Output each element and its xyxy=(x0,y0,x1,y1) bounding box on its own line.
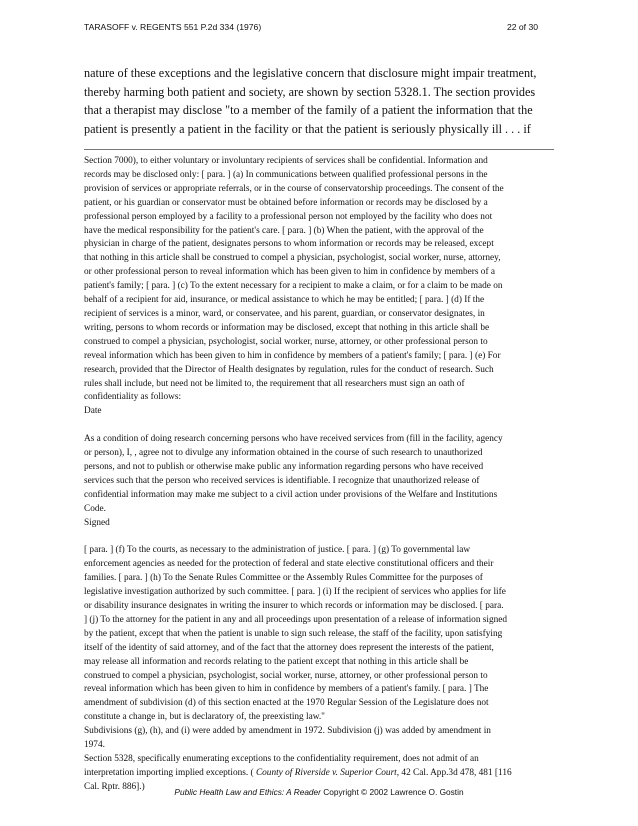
footnote-line: or person), I, , agree not to divulge any information obtained in the course of such research to unauthorized xyxy=(84,448,483,459)
text-line: nature of these exceptions and the legislative concern that disclosure might impair treatment, xyxy=(84,66,537,80)
copyright: Copyright © 2002 Lawrence O. Gostin xyxy=(320,787,464,797)
footnote-line: confidentiality as follows: xyxy=(84,392,182,403)
footnote-line: that nothing in this article shall be construed to compel a physician, psychologist, social worker, nurse, attorney, xyxy=(84,253,501,264)
text-line: patient is presently a patient in the facility or that the patient is seriously physically ill . . . if xyxy=(84,121,531,136)
footnote-line: ] (j) To the attorney for the patient in any and all proceedings upon presentation of a release of information signed xyxy=(84,614,508,625)
footnote-line: itself of the identity of said attorney, and of the fact that the attorney does represent the interests of the patient, xyxy=(84,642,494,653)
footnote-line: research, provided that the Director of Health designates by regulation, rules for the conduct of research. Such xyxy=(84,364,494,375)
footnote-line: enforcement agencies as needed for the protection of federal and state elective constitutional officers and their xyxy=(84,559,494,570)
footnote-line: As a condition of doing research concerning persons who have received services from (fill in the facility, agency xyxy=(84,434,503,445)
footnote-line: families. [ para. ] (h) To the Senate Rules Committee or the Assembly Rules Committee for the purposes of xyxy=(84,573,483,584)
footnote-block-2 xyxy=(84,433,554,530)
footnote-line: legislative investigation authorized by such committee. [ para. ] (i) If the recipient of services who applies for life xyxy=(84,587,506,598)
footnote-block-1 xyxy=(84,155,554,419)
footnote-line: Date xyxy=(84,406,102,417)
footnote-line: [ para. ] (f) To the courts, as necessary to the administration of justice. [ para. ] (g) To governmental law xyxy=(84,545,471,556)
footnote-line: or other professional person to reveal information which has been given to him in confidence by members of a xyxy=(84,267,496,278)
footnote-line: Section 7000), to either voluntary or involuntary recipients of services shall be confidential. Information and xyxy=(84,156,488,166)
footnote-line: provision of services or appropriate referrals, or in the course of conservatorship proceedings. The consent of the xyxy=(84,183,504,194)
footnote-line: amendment of subdivision (d) of this section enacted at the 1970 Regular Session of the Legislature does not xyxy=(84,698,489,709)
footnote-line: patient, or his guardian or conservator must be obtained before information or records may be disclosed by a xyxy=(84,197,488,208)
footnote-line: Section 5328, specifically enumerating exceptions to the confidentiality requirement, does not admit of an xyxy=(84,753,479,764)
footnote-line: records may be disclosed only: [ para. ] (a) In communications between qualified professional persons in the xyxy=(84,169,488,180)
footnote-line: Signed xyxy=(84,517,110,528)
text-line: thereby harming both patient and society, are shown by section 5328.1. The section provides xyxy=(84,84,536,99)
main-text xyxy=(84,64,559,138)
footnote-text xyxy=(84,155,554,795)
case-title: TARASOFF v. REGENTS 551 P.2d 334 (1976) xyxy=(84,22,262,32)
citation-line: interpretation importing implied exceptions. ( County of Riverside v. Superior Court, 42 Cal. App.3d 478, 481 [116 xyxy=(84,767,512,778)
footnote-line: behalf of a recipient for aid, insurance, or medical assistance to which he may be entitled; [ para. ] (d) If the xyxy=(84,295,485,306)
page-header xyxy=(84,22,538,36)
last-line: Cal. Rptr. 886].) xyxy=(84,781,145,792)
footnote-line: professional person employed by a facility to a professional person not employed by the facility who does not xyxy=(84,211,493,222)
footnote-line: construed to compel a physician, psychologist, social worker, nurse, attorney, or other professional person to xyxy=(84,670,488,681)
page-number: 22 of 30 xyxy=(506,22,538,32)
footnote-block-3 xyxy=(84,544,554,767)
footnote-line: writing, persons to whom records or information may be disclosed, except that nothing in this article shall be xyxy=(84,322,490,333)
case-citation: County of Riverside v. Superior Court xyxy=(255,767,397,778)
footnote-line: Code. xyxy=(84,503,106,514)
footnote-line: services such that the person who received services is identifiable. I recognize that unauthorized release of xyxy=(84,475,480,486)
footnote-line: physician in charge of the patient, designates persons to whom information or records may be released, except xyxy=(84,239,494,250)
footnote-line: confidential information may make me subject to a civil action under provisions of the Welfare and Institutions xyxy=(84,489,498,500)
footnote-line: rules shall include, but need not be limited to, the requirement that all researchers must sign an oath of xyxy=(84,378,465,389)
footnote-line: reveal information which has been given to him in confidence by members of a patient's family. [ para. ] The xyxy=(84,684,489,695)
page-footer xyxy=(0,787,638,797)
footnote-line: may release all information and records relating to the patient except that nothing in this article shall be xyxy=(84,656,469,667)
footnote-line: persons, and not to publish or otherwise make public any information regarding persons who have received xyxy=(84,461,484,472)
footnote-line: have the medical responsibility for the patient's care. [ para. ] (b) When the patient, with the approval of the xyxy=(84,225,484,236)
footnote-line: recipient of services is a minor, ward, or conservatee, and his parent, guardian, or conservator designates, in xyxy=(84,308,485,319)
footnote-line: or disability insurance designates in writing the insurer to which records or information may be disclosed. [ para. xyxy=(84,600,504,611)
footnote-line: by the patient, except that when the patient is unable to sign such release, the staff of the facility, upon satisfying xyxy=(84,628,503,639)
footnote-line: construed to compel a physician, psychologist, social worker, nurse, attorney, or other professional person to xyxy=(84,336,488,347)
footnote-divider xyxy=(84,149,554,150)
footnote-line: 1974. xyxy=(84,740,105,751)
footnote-line: Subdivisions (g), (h), and (i) were added by amendment in 1972. Subdivision (j) was added by amendment in xyxy=(84,726,491,737)
footnote-line: constitute a change in, but is declaratory of, the preexisting law." xyxy=(84,712,325,723)
footnote-line: reveal information which has been given to him in confidence by members of a patient's family; [ para. ] (e) For xyxy=(84,350,501,361)
text-line: that a therapist may disclose "to a member of the family of a patient the information that the xyxy=(84,103,533,117)
footnote-line: patient's family; [ para. ] (c) To the extent necessary for a recipient to make a claim, or for a claim to be made on xyxy=(84,281,503,292)
book-title: Public Health Law and Ethics: A Reader xyxy=(174,787,321,797)
